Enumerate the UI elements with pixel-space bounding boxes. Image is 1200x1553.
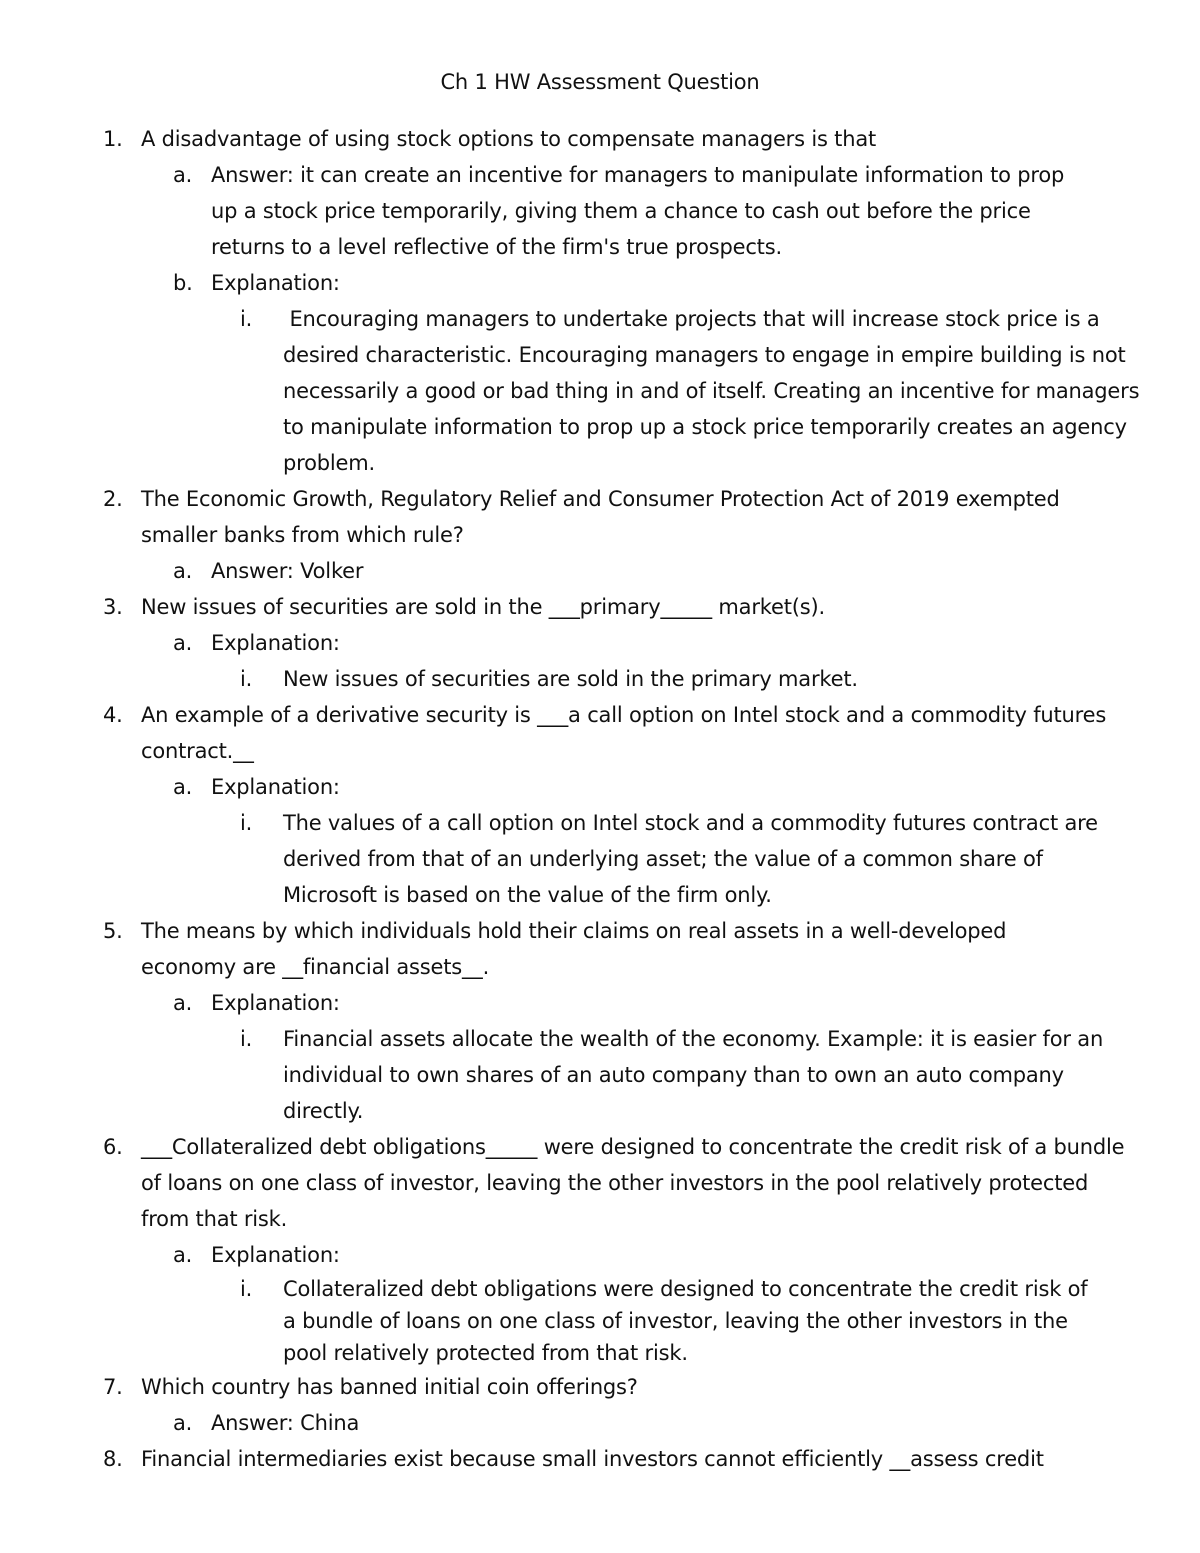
item-letter: a. xyxy=(173,991,193,1015)
question-text: Which country has banned initial coin offerings? xyxy=(141,1375,638,1399)
item-number: 2. xyxy=(103,487,123,511)
item-number: 6. xyxy=(103,1135,123,1159)
question-text: New issues of securities are sold in the ___primary_____ market(s). xyxy=(141,595,825,619)
page-title: Ch 1 HW Assessment Question xyxy=(440,70,760,94)
explanation-label: Explanation: xyxy=(211,991,340,1015)
explanation-label: Explanation: xyxy=(211,1243,340,1267)
item-roman: i. xyxy=(240,1027,253,1051)
item-number: 3. xyxy=(103,595,123,619)
item-roman: i. xyxy=(240,1277,253,1301)
question-text: ___Collateralized debt obligations_____ were designed to concentrate the credit risk of a bundle of loans on one class of investor, leaving the other investors in the pool relatively protected from that risk. xyxy=(141,1135,1125,1231)
item-roman: i. xyxy=(240,667,253,691)
question-text: A disadvantage of using stock options to compensate managers is that xyxy=(141,127,877,151)
question-text: The Economic Growth, Regulatory Relief and Consumer Protection Act of 2019 exempted smaller banks from which rule? xyxy=(141,487,1060,547)
item-number: 7. xyxy=(103,1375,123,1399)
question-text: The means by which individuals hold their claims on real assets in a well-developed economy are __financial assets__. xyxy=(141,919,1007,979)
explanation-label: Explanation: xyxy=(211,631,340,655)
explanation-text: New issues of securities are sold in the primary market. xyxy=(283,667,858,691)
item-number: 8. xyxy=(103,1447,123,1471)
question-text: An example of a derivative security is ___a call option on Intel stock and a commodity futures contract.__ xyxy=(141,703,1107,763)
item-letter: a. xyxy=(173,163,193,187)
question-text: Financial intermediaries exist because small investors cannot efficiently __assess credit xyxy=(141,1447,1044,1471)
item-letter: a. xyxy=(173,1411,193,1435)
explanation-text: Financial assets allocate the wealth of the economy. Example: it is easier for an individual to own shares of an auto company than to own an auto company directly. xyxy=(283,1027,1104,1123)
answer-text: Answer: Volker xyxy=(211,559,364,583)
explanation-text: Encouraging managers to undertake projects that will increase stock price is a desired characteristic. Encouraging managers to engage in empire building is not necessarily a good or bad thing in and of itself. Creating an incentive for managers to manipulate information to prop up a stock price temporarily creates an agency problem. xyxy=(283,307,1146,475)
item-letter: a. xyxy=(173,559,193,583)
explanation-label: Explanation: xyxy=(211,271,340,295)
explanation-text: The values of a call option on Intel stock and a commodity futures contract are derived from that of an underlying asset; the value of a common share of Microsoft is based on the value of the firm only. xyxy=(283,811,1098,907)
explanation-label: Explanation: xyxy=(211,775,340,799)
item-letter: a. xyxy=(173,631,193,655)
item-number: 5. xyxy=(103,919,123,943)
answer-text: Answer: it can create an incentive for managers to manipulate information to prop up a stock price temporarily, giving them a chance to cash out before the price returns to a level reflective of the firm's true prospects. xyxy=(211,163,1065,259)
item-number: 4. xyxy=(103,703,123,727)
item-letter: a. xyxy=(173,775,193,799)
item-letter: a. xyxy=(173,1243,193,1267)
item-roman: i. xyxy=(240,307,253,331)
item-letter: b. xyxy=(173,271,193,295)
item-number: 1. xyxy=(103,127,123,151)
item-roman: i. xyxy=(240,811,253,835)
answer-text: Answer: China xyxy=(211,1411,360,1435)
explanation-text: Collateralized debt obligations were designed to concentrate the credit risk of a bundle of loans on one class of investor, leaving the other investors in the pool relatively protected from that risk. xyxy=(283,1277,1088,1365)
